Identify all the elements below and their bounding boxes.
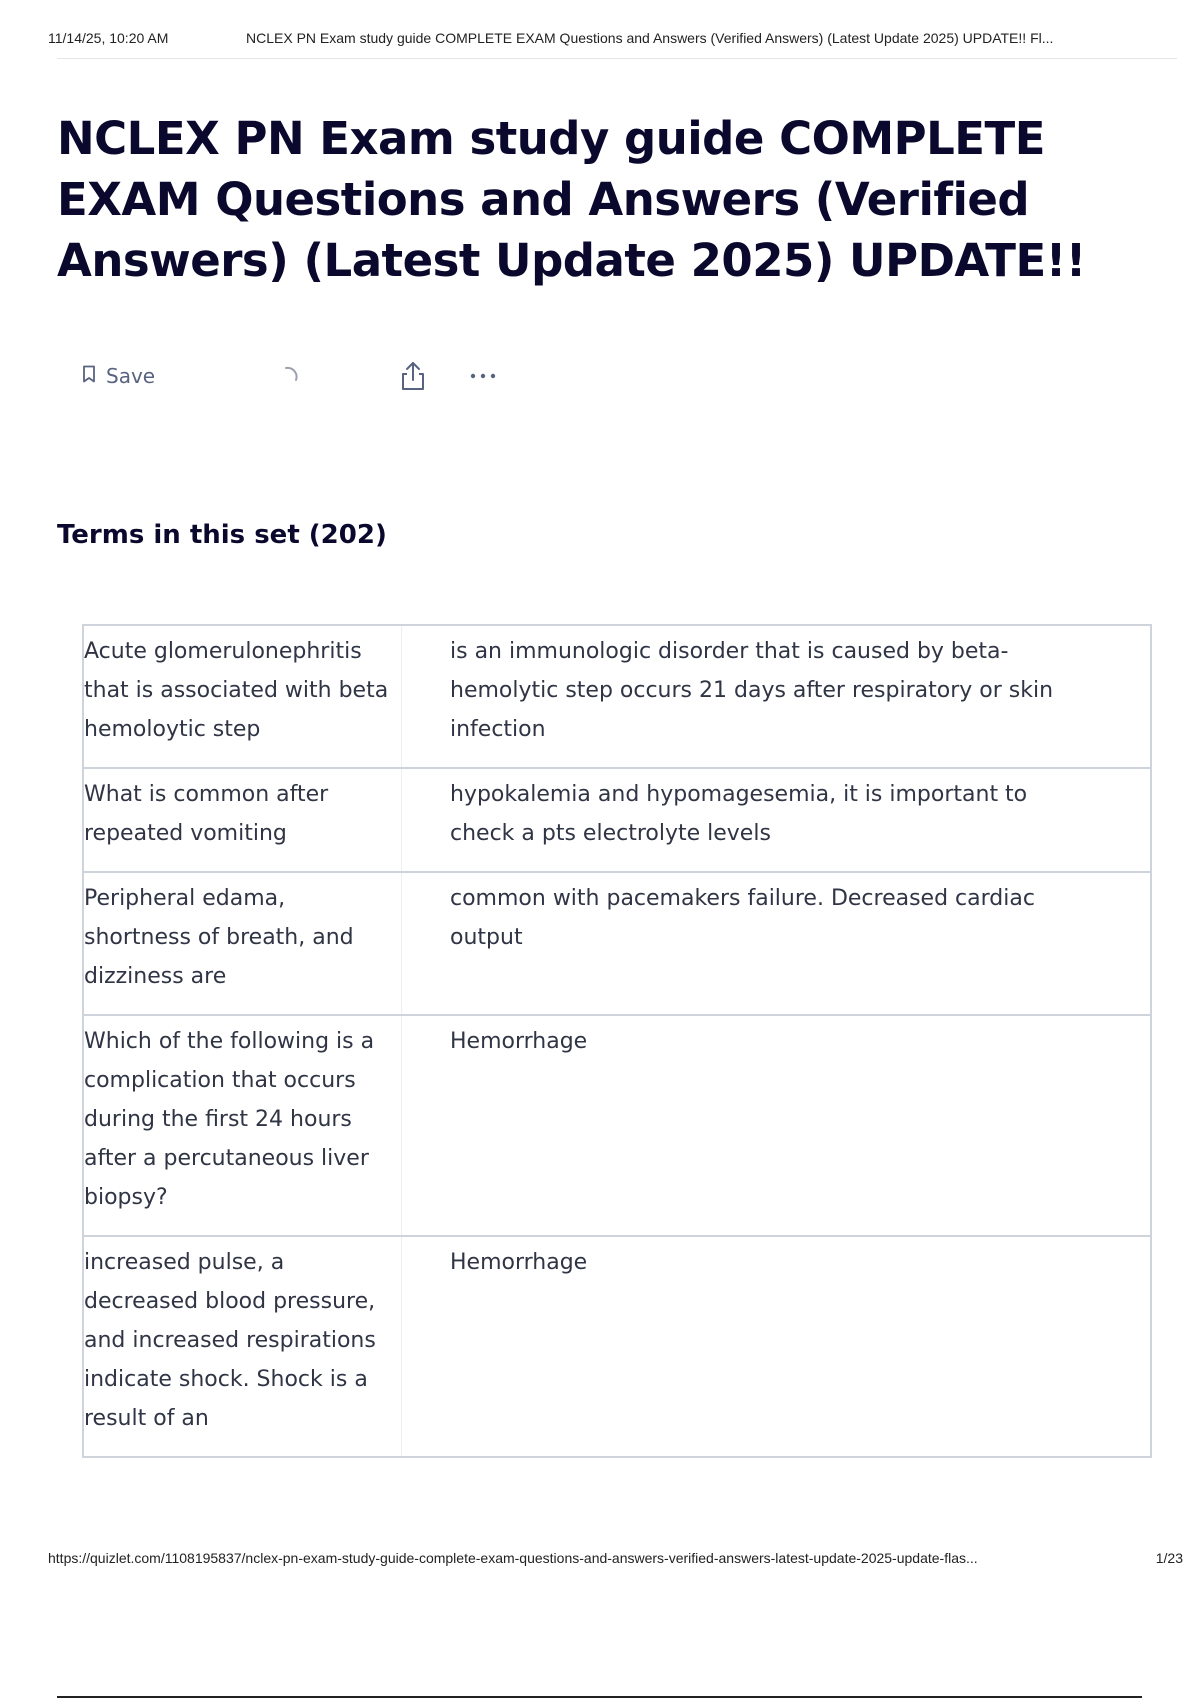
- print-datetime: 11/14/25, 10:20 AM: [48, 30, 169, 46]
- share-button[interactable]: [398, 360, 428, 395]
- term-text: Which of the following is a complication that occurs during the first 24 hours after a percutaneous liver biopsy?: [84, 1016, 402, 1235]
- term-text: What is common after repeated vomiting: [84, 769, 402, 871]
- terms-heading: Terms in this set (202): [57, 520, 387, 550]
- save-button[interactable]: [82, 360, 155, 392]
- page-url: https://quizlet.com/1108195837/nclex-pn-exam-study-guide-complete-exam-questions-and-answers-verified-answers-latest-update-2025-update-flas...: [48, 1550, 978, 1566]
- bookmark-icon: [82, 364, 96, 388]
- share-icon: [398, 380, 428, 395]
- header-divider: [57, 58, 1177, 59]
- page-bottom-divider: [57, 1696, 1142, 1698]
- print-footer: [48, 1550, 1183, 1570]
- definition-text: hypokalemia and hypomagesemia, it is important to check a pts electrolyte levels: [450, 782, 1028, 846]
- term-row: [82, 1235, 1152, 1458]
- terms-table: [82, 624, 1152, 1458]
- definition-text: Hemorrhage: [450, 1029, 588, 1054]
- term-text: increased pulse, a decreased blood pressure, and increased respirations indicate shock. Shock is a result of an: [84, 1237, 402, 1456]
- page-number: 1/23: [1155, 1550, 1183, 1566]
- set-toolbar: [82, 360, 542, 392]
- save-label: Save: [106, 364, 156, 388]
- print-header: [48, 30, 1178, 52]
- term-row: [82, 624, 1152, 767]
- term-text: Peripheral edama, shortness of breath, and dizziness are: [84, 873, 402, 1014]
- definition-text: is an immunologic disorder that is caused by beta-hemolytic step occurs 21 days after respiratory or skin infection: [450, 639, 1054, 742]
- term-row: [82, 767, 1152, 871]
- term-text: Acute glomerulonephritis that is associated with beta hemoloytic step: [84, 626, 402, 767]
- more-button[interactable]: [468, 360, 498, 395]
- term-row: [82, 871, 1152, 1014]
- definition-text: Hemorrhage: [450, 1250, 588, 1275]
- loading-spinner-icon: [278, 364, 302, 393]
- print-doc-title: NCLEX PN Exam study guide COMPLETE EXAM Questions and Answers (Verified Answers) (Latest Update 2025) UPDATE!! Fl...: [246, 30, 1054, 46]
- term-row: [82, 1014, 1152, 1235]
- page-title: NCLEX PN Exam study guide COMPLETE EXAM Questions and Answers (Verified Answers) (Latest Update 2025) UPDATE!!: [57, 112, 1086, 287]
- more-icon: [468, 380, 498, 395]
- definition-text: common with pacemakers failure. Decreased cardiac output: [450, 886, 1035, 950]
